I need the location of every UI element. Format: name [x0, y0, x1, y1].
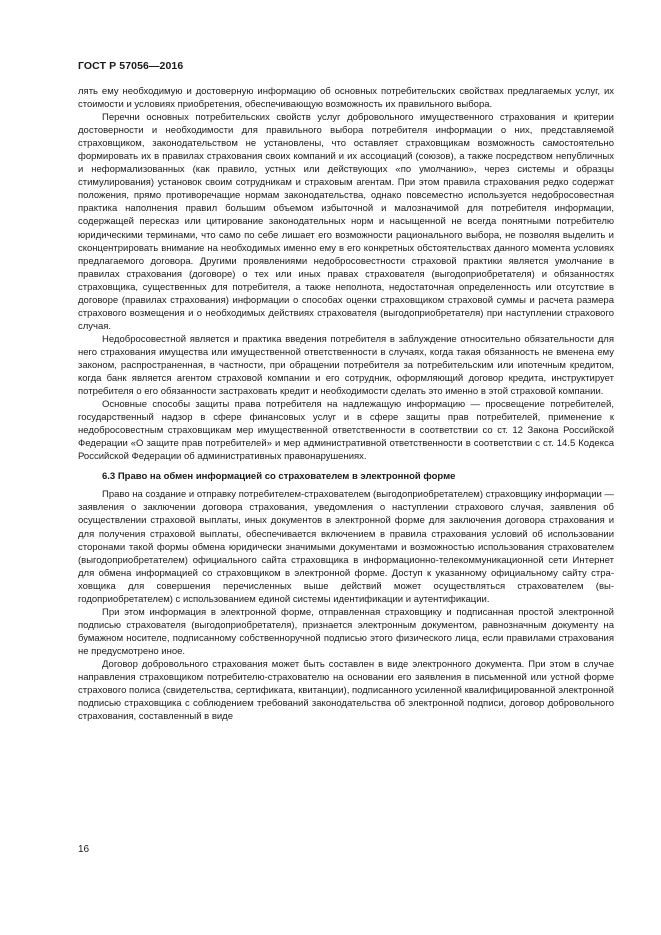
paragraph: лять ему необходимую и достоверную информацию об основных потребительских свойствах предлагаемых услуг, их стоимости и условиях приобретения, обеспечивающую возможность их правильного выбора. — [78, 86, 614, 111]
paragraph: Перечни основных потребительских свойств услуг добровольного имущественного страхования и критерии достоверности и необходимости для правильного выбора потребителя информации о них, представляемой страховщиком, законодательством не установлены, что оставляет страховщикам возможность самостоятельно формировать их в правилах страхования своих компаний и их ассоциаций (союзов), а также посредством непубличных и неформализованных (как правило, устных или действующих «по умолчанию», через системы и образцы стимулирования) установок своим сотрудникам и страховым агентам. При этом правила страхования редко содержат положения, прямо противоречащие нормам законодательства, однако повсеместно используется недобросовестная практика наполнения правил большим объемом избыточной и малозначимой для потребителя информации, содержащей пересказ или цитирование законодательных норм и насыщенной не всегда понятными потребителю юридическими терминами, что само по себе лишает его возможности рационального выбора, не позволяя выделить и сконцентрировать внимание на необходимых именно ему в его конкретных обстоятельствах данного момента условиях предлагаемого договора. Другими проявлениями недобросовестности страховой практики является умолчание в правилах страхования (договоре) о тех или иных правах страхователя (выгодоприобретателя) и обязанностях страховщика, существенных для потребителя, а также неполнота, недостаточная определенность или отсутствие в договоре (правилах страхования) информации о способах оценки страховщиком страховой суммы и расчета размера страхового возмещения и о необходимых действиях страхователя (выгодоприобретателя) при наступлении страхового случая. — [78, 112, 614, 332]
paragraph: Основные способы защиты права потребителя на надлежащую информацию — просвещение потребителей, государственный надзор в сфере финансовых услуг и в сфере защиты прав потребителей, применение к недобросовестным страховщикам мер имущественной ответственности в соответствии со ст. 12 Закона Российской Федерации «О защите прав потребителей» и мер административной ответственности в соответствии с ст. 14.5 Кодекса Российской Федерации об административных правонарушениях. — [78, 399, 614, 463]
page-number: 16 — [78, 844, 90, 855]
paragraph: При этом информация в электронной форме, отправленная страховщику и подписанная простой электронной подписью страхователя (выгодоприобретателя), признается электронным документом, равнозначным документу на бумажном носителе, подписанному собственноручной подписью этого физического лица, если правилами страхования не предусмотрено иное. — [78, 606, 614, 657]
paragraph: Право на создание и отправку потребителем-страхователем (выгодоприобретателем) страховщику информации — заявления о заключении договора страхования, уведомления о наступлении страхового случая, заявления об осуществлении страховой выплаты, иных документов в электронной форме для заключения договора страхования и для получения страховой выплаты, обеспечивается включением в правила страхования условий об использовании сторонами такой формы обмена юридически значимыми документами и возможностью использования страхователем (выгодоприобретателем) официального сайта страховщика в информационно-телекоммуникационной сети Интернет для обмена информацией со страховщиком в электронной форме. Доступ к указанному официальному сайту страховщика для совершения перечисленных выше действий может осуществляться страхователем (выгодоприобретателем) с использованием единой системы идентификации и аутентификации. — [78, 489, 614, 605]
paragraph: Договор добровольного страхования может быть составлен в виде электронного документа. При этом в случае направления страховщиком потребителю-страхователю на основании его заявления в письменной или устной форме страхового полиса (свидетельства, сертификата, квитанции), подписанного усиленной квалифицированной электронной подписью страховщика с соблюдением требований законодательства об электронной подписи, договор добровольного страхования, составленный в виде — [78, 658, 614, 723]
paragraph: Недобросовестной является и практика введения потребителя в заблуждение относительно обязательности для него страхования имущества или имущественной ответственности в случаях, когда такая обязанность не вменена ему законом, распространенная, в частности, при обращении потребителя за потребительским или ипотечным кредитом, когда банк является агентом страховой компании и его сотрудник, оформляющий договор кредита, инструктирует потребителя о его обязанности застраховать кредит и необходимости сделать это именно в этой страховой компании. — [78, 333, 614, 398]
document-body — [78, 85, 614, 723]
section-heading: 6.3 Право на обмен информацией со страхователем в электронной форме — [102, 471, 456, 483]
standard-header: ГОСТ Р 57056—2016 — [78, 60, 184, 72]
